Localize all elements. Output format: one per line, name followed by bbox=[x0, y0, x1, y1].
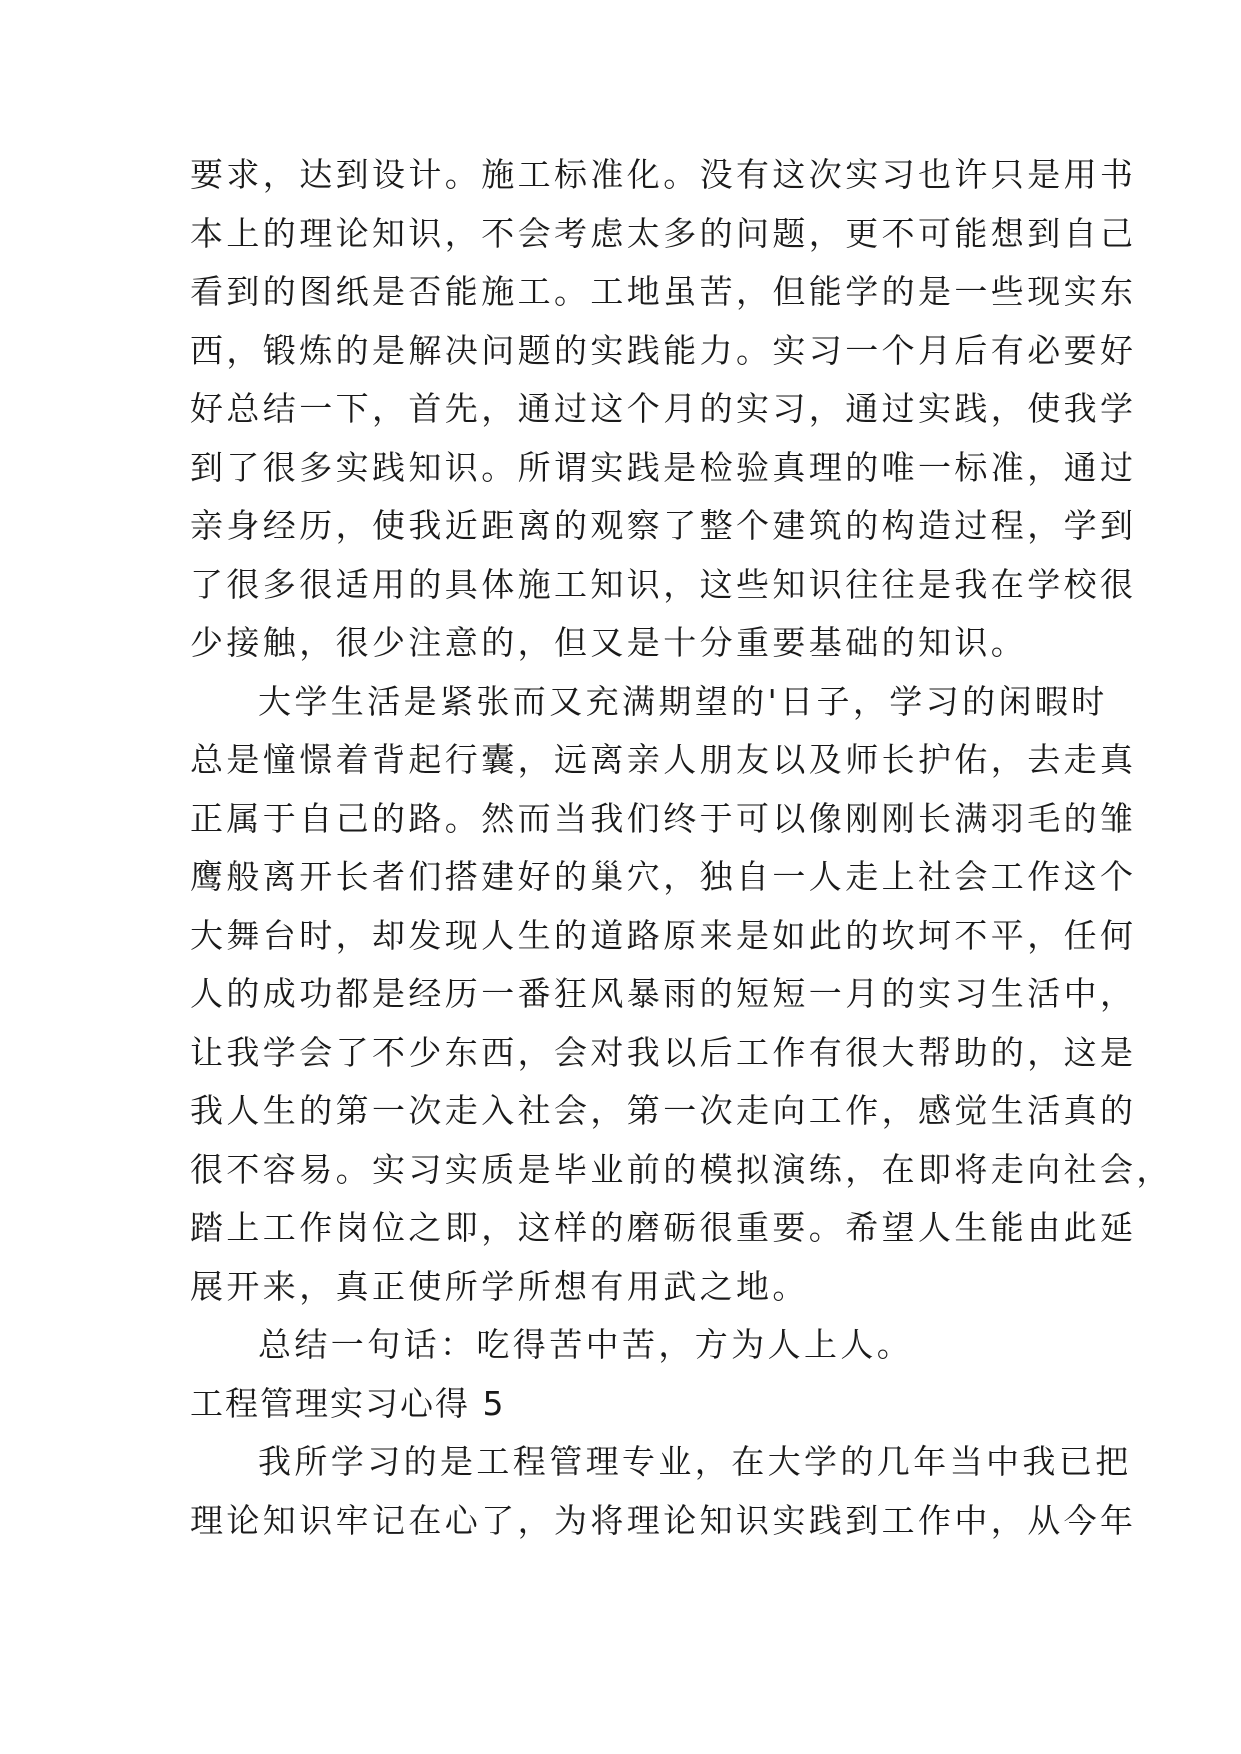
text-line: 我所学习的是工程管理专业，在大学的几年当中我已把 bbox=[258, 1442, 1132, 1481]
text-line: 很不容易。实习实质是毕业前的模拟演练，在即将走向社会， bbox=[190, 1149, 1173, 1189]
paragraph-2 bbox=[190, 673, 1173, 1317]
text-line: 要求，达到设计。施工标准化。没有这次实习也许只是用书 bbox=[190, 155, 1137, 194]
section-heading: 工程管理实习心得 5 bbox=[190, 1383, 506, 1423]
text-line: 踏上工作岗位之即，这样的磨砺很重要。希望人生能由此延 bbox=[190, 1208, 1137, 1247]
text-line: 大舞台时，却发现人生的道路原来是如此的坎坷不平，任何 bbox=[190, 915, 1137, 955]
text-line: 大学生活是紧张而又充满期望的'日子，学习的闲暇时 bbox=[258, 681, 1108, 721]
text-line: 展开来，真正使所学所想有用武之地。 bbox=[190, 1266, 809, 1306]
paragraph-3 bbox=[190, 1316, 1070, 1375]
text-line: 人的成功都是经历一番狂风暴雨的短短一月的实习生活中， bbox=[190, 974, 1137, 1013]
text-line: 好总结一下，首先，通过这个月的实习，通过实践，使我学 bbox=[190, 389, 1137, 428]
text-line: 正属于自己的路。然而当我们终于可以像刚刚长满羽毛的雏 bbox=[190, 798, 1137, 838]
text-line: 理论知识牢记在心了，为将理论知识实践到工作中，从今年 bbox=[190, 1500, 1137, 1540]
text-line: 总结一句话：吃得苦中苦，方为人上人。 bbox=[258, 1325, 914, 1364]
section-heading-block bbox=[190, 1375, 1070, 1434]
paragraph-4 bbox=[190, 1433, 1137, 1550]
text-line: 鹰般离开长者们搭建好的巢穴，独自一人走上社会工作这个 bbox=[190, 857, 1137, 896]
text-line: 亲身经历，使我近距离的观察了整个建筑的构造过程，学到 bbox=[190, 506, 1137, 545]
text-line: 了很多很适用的具体施工知识，这些知识往往是我在学校很 bbox=[190, 564, 1137, 604]
text-line: 我人生的第一次走入社会，第一次走向工作，感觉生活真的 bbox=[190, 1091, 1137, 1130]
paragraph-1 bbox=[190, 146, 1137, 673]
document-body bbox=[190, 146, 1173, 1550]
text-line: 总是憧憬着背起行囊，远离亲人朋友以及师长护佑，去走真 bbox=[190, 740, 1137, 779]
text-line: 西，锻炼的是解决问题的实践能力。实习一个月后有必要好 bbox=[190, 330, 1137, 370]
text-line: 让我学会了不少东西，会对我以后工作有很大帮助的，这是 bbox=[190, 1032, 1137, 1072]
text-line: 本上的理论知识，不会考虑太多的问题，更不可能想到自己 bbox=[190, 213, 1137, 253]
text-line: 到了很多实践知识。所谓实践是检验真理的唯一标准，通过 bbox=[190, 447, 1137, 487]
text-line: 看到的图纸是否能施工。工地虽苦，但能学的是一些现实东 bbox=[190, 272, 1137, 311]
text-line: 少接触，很少注意的，但又是十分重要基础的知识。 bbox=[190, 623, 1028, 662]
